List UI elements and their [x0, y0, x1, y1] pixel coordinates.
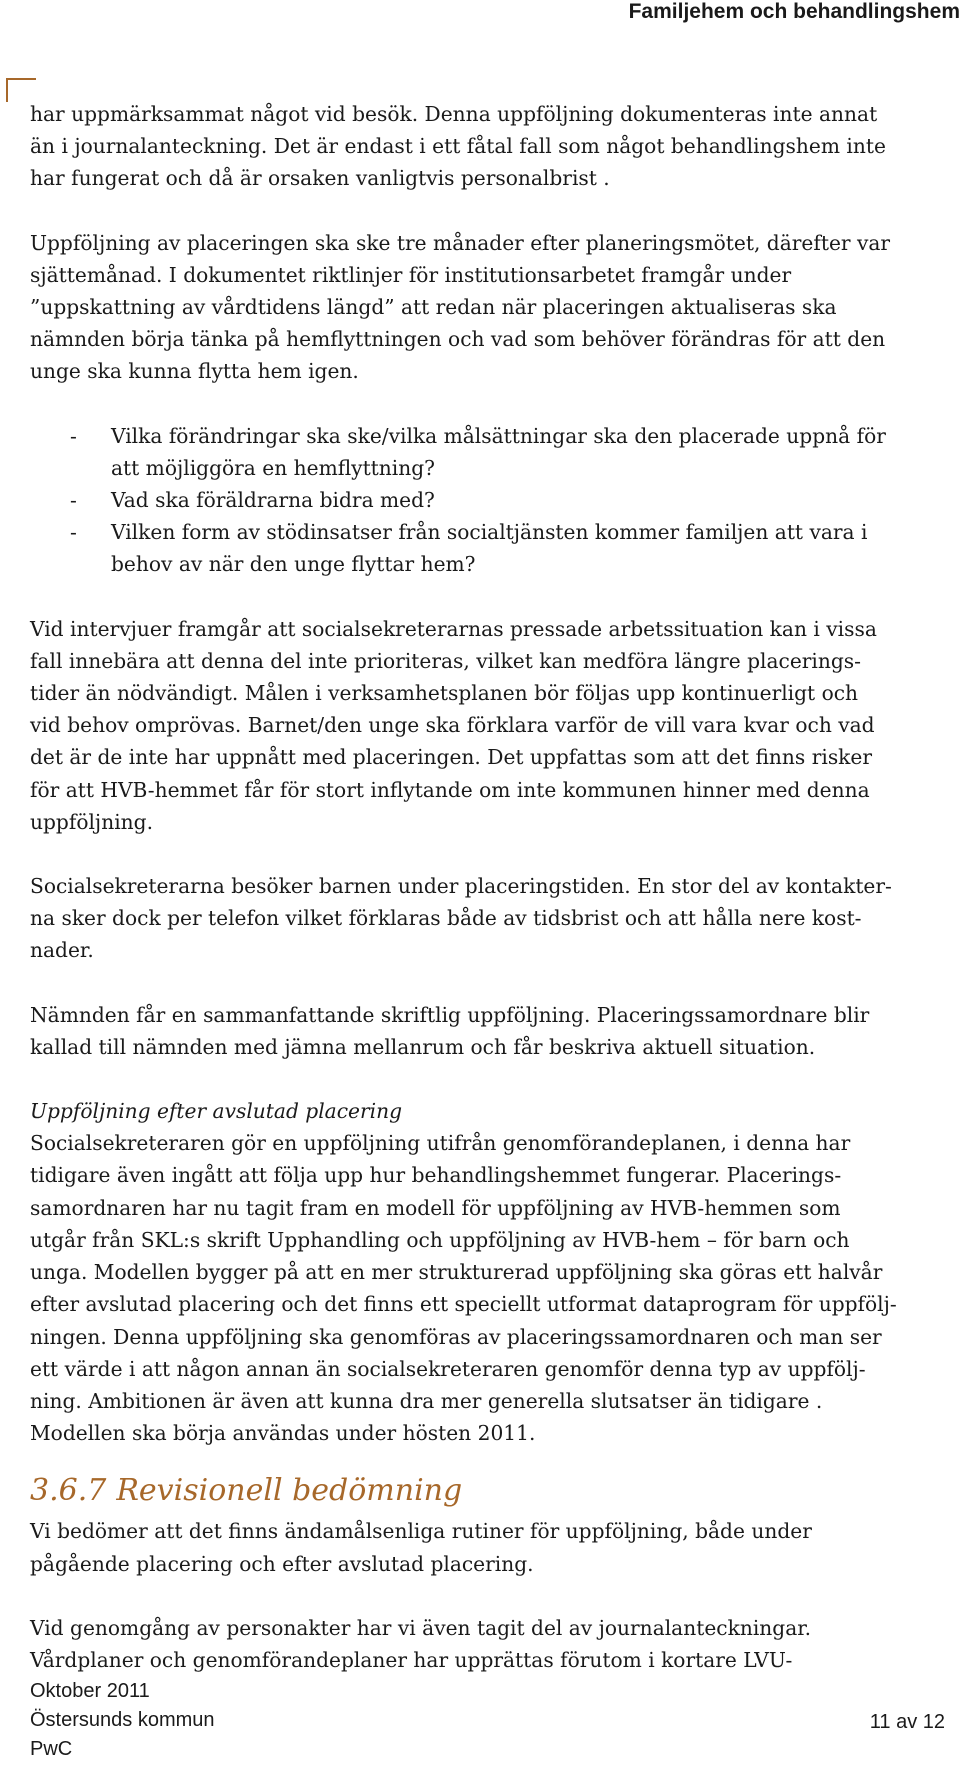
footer — [30, 1677, 215, 1764]
paragraph-5: Nämnden får en sammanfattande skriftlig uppföljning. Placeringssamordnare blir kallad till nämnden med jämna mellanrum och får beskriva aktuell situation. — [30, 1002, 870, 1059]
list-item: - Vilka förändringar ska ske/vilka målsättningar ska den placerade uppnå för att möjliggöra en hemflyttning? — [70, 423, 886, 480]
paragraph-6: Socialsekreteraren gör en uppföljning utifrån genomförandeplanen, i denna har tidigare även ingått att följa upp hur behandlingshemmet fungerar. Placerings- samordnaren har nu tagit fram en modell för uppföljning av HVB-hemmen som utgår från SKL:s skrift Upphandling och uppföljning av HVB-hem – för barn och unga. Modellen bygger på att en mer strukturerad uppföljning ska göras ett halvår efter avslutad placering och det finns ett speciellt utformat dataprogram för uppfölj- ningen. Denna uppföljning ska genomföras av placeringssamordnaren och man ser ett värde i att någon annan än socialsekreteraren genomför denna typ av uppfölj- ning. Ambitionen är även att kunna dra mer generella slutsatser än tidigare . Modellen ska börja användas under hösten 2011. — [30, 1131, 897, 1446]
paragraph-7: Vi bedömer att det finns ändamålsenliga rutiner för uppföljning, både under pågående placering och efter avslutad placering. — [30, 1519, 812, 1576]
paragraph-1: har uppmärksammat något vid besök. Denna uppföljning dokumenteras inte annat än i journalanteckning. Det är endast i ett fåtal fall som något behandlingshem inte har fungerat och då är orsaken vanligtvis personalbrist . — [30, 102, 886, 191]
paragraph-3: Vid intervjuer framgår att socialsekreterarnas pressade arbetssituation kan i vissa fall innebära att denna del inte prioriteras, vilket kan medföra längre placerings- tider än nödvändigt. Målen i verksamhetsplanen bör följas upp kontinuerligt och vid behov omprövas. Barnet/den unge ska förklara varför de vill vara kvar och vad det är de inte har uppnått med placeringen. Det uppfattas som att det finns risker för att HVB-hemmet får för stort inflytande om inte kommunen hinner med denna uppföljning. — [30, 616, 877, 834]
footer-date: Oktober 2011 — [30, 1680, 150, 1702]
section-heading — [30, 1471, 950, 1511]
paragraph-2: Uppföljning av placeringen ska ske tre månader efter planeringsmötet, därefter var sjättemånad. I dokumentet riktlinjer för institutionsarbetet framgår under ”uppskattning av vårdtidens längd” att redan när placeringen aktualiseras ska nämnden börja tänka på hemflyttningen och vad som behöver förändras för att den unge ska kunna flytta hem igen. — [30, 230, 891, 384]
question-list — [30, 420, 950, 581]
list-item: - Vilken form av stödinsatser från socialtjänsten kommer familjen att vara i behov av när den unge flyttar hem? — [70, 520, 868, 577]
page-body — [30, 98, 950, 1676]
running-header: Familjehem och behandlingshem — [628, 0, 960, 23]
list-item: - Vad ska föräldrarna bidra med? — [70, 488, 435, 513]
subheading: Uppföljning efter avslutad placering — [30, 1099, 402, 1124]
paragraph-4: Socialsekreterarna besöker barnen under placeringstiden. En stor del av kontakter- na sker dock per telefon vilket förklaras både av tidsbrist och att hålla nere kost- nader. — [30, 874, 892, 963]
section-number: 3.6.7 — [30, 1473, 107, 1509]
paragraph-8: Vid genomgång av personakter har vi även tagit del av journalanteckningar. Vårdplaner och genomförandeplaner har upprättas förutom i kortare LVU- — [30, 1615, 812, 1672]
page-number: 11 av 12 — [869, 1711, 945, 1733]
footer-org: Östersunds kommun — [30, 1709, 215, 1731]
footer-firm: PwC — [30, 1738, 73, 1760]
section-title: Revisionell bedömning — [116, 1473, 463, 1509]
